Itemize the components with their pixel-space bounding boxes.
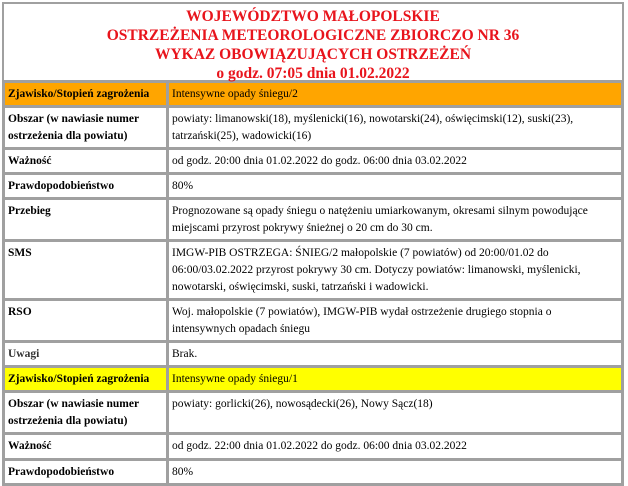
table-row-rso [4,299,622,341]
rso-label: RSO [4,299,168,341]
phenomenon-value: Intensywne opady śniegu/2 [168,82,622,106]
probability-label: Prawdopodobieństwo [4,173,168,198]
phenomenon-value: Intensywne opady śniegu/1 [168,366,622,391]
validity-value: od godz. 20:00 dnia 01.02.2022 do godz. 06:00 dnia 03.02.2022 [168,148,622,173]
area-value: powiaty: limanowski(18), myślenicki(16), nowotarski(24), oświęcimski(12), suski(23), tatrzański(25), wadowicki(16) [168,106,622,148]
table-row-phenomenon [4,366,622,391]
phenomenon-label: Zjawisko/Stopień zagrożenia [4,366,168,391]
validity-label: Ważność [4,148,168,173]
table-row-notes [4,341,622,366]
table-row-course [4,198,622,240]
probability-value: 80% [168,459,622,484]
table-row-validity [4,433,622,459]
list-title: WYKAZ OBOWIĄZUJĄCYCH OSTRZEŻEŃ [154,46,472,63]
probability-value: 80% [168,173,622,198]
table-row-phenomenon [4,82,622,106]
area-label: Obszar (w nawiasie numer ostrzeżenia dla powiatu) [4,106,168,148]
sms-value: IMGW-PIB OSTRZEGA: ŚNIEG/2 małopolskie (7 powiatów) od 20:00/01.02 do 06:00/03.02.2022 przyrost pokrywy 30 cm. Dotyczy powiatów: limanowski, myślenicki, nowotarski, oświęcimski, suski, tatrzański i wadowicki. [168,240,622,299]
warnings-table [2,80,624,486]
area-label: Obszar (w nawiasie numer ostrzeżenia dla powiatu) [4,391,168,433]
table-row-area [4,106,622,148]
table-row-area [4,391,622,433]
table-row-probability [4,173,622,198]
bulletin-title: OSTRZEŻENIA METEOROLOGICZNE ZBIORCZO NR 36 [106,27,520,44]
notes-label: Uwagi [4,341,168,366]
rso-value: Woj. małopolskie (7 powiatów), IMGW-PIB wydał ostrzeżenie drugiego stopnia o intensywnych opadach śniegu [168,299,622,341]
course-label: Przebieg [4,198,168,240]
sms-label: SMS [4,240,168,299]
warnings-document [2,2,624,486]
validity-value: od godz. 22:00 dnia 01.02.2022 do godz. 06:00 dnia 03.02.2022 [168,433,622,459]
phenomenon-label: Zjawisko/Stopień zagrożenia [4,82,168,106]
table-row-probability [4,459,622,484]
probability-label: Prawdopodobieństwo [4,459,168,484]
issue-time: o godz. 07:05 dnia 01.02.2022 [216,65,410,82]
region-title: WOJEWÓDZTWO MAŁOPOLSKIE [186,8,440,25]
validity-label: Ważność [4,433,168,459]
table-row-sms [4,240,622,299]
document-header [2,2,624,80]
notes-value: Brak. [168,341,622,366]
table-row-validity [4,148,622,173]
area-value: powiaty: gorlicki(26), nowosądecki(26), Nowy Sącz(18) [168,391,622,433]
course-value: Prognozowane są opady śniegu o natężeniu umiarkowanym, okresami silnym powodujące miejscami przyrost pokrywy śnieżnej o 20 cm do 30 cm. [168,198,622,240]
